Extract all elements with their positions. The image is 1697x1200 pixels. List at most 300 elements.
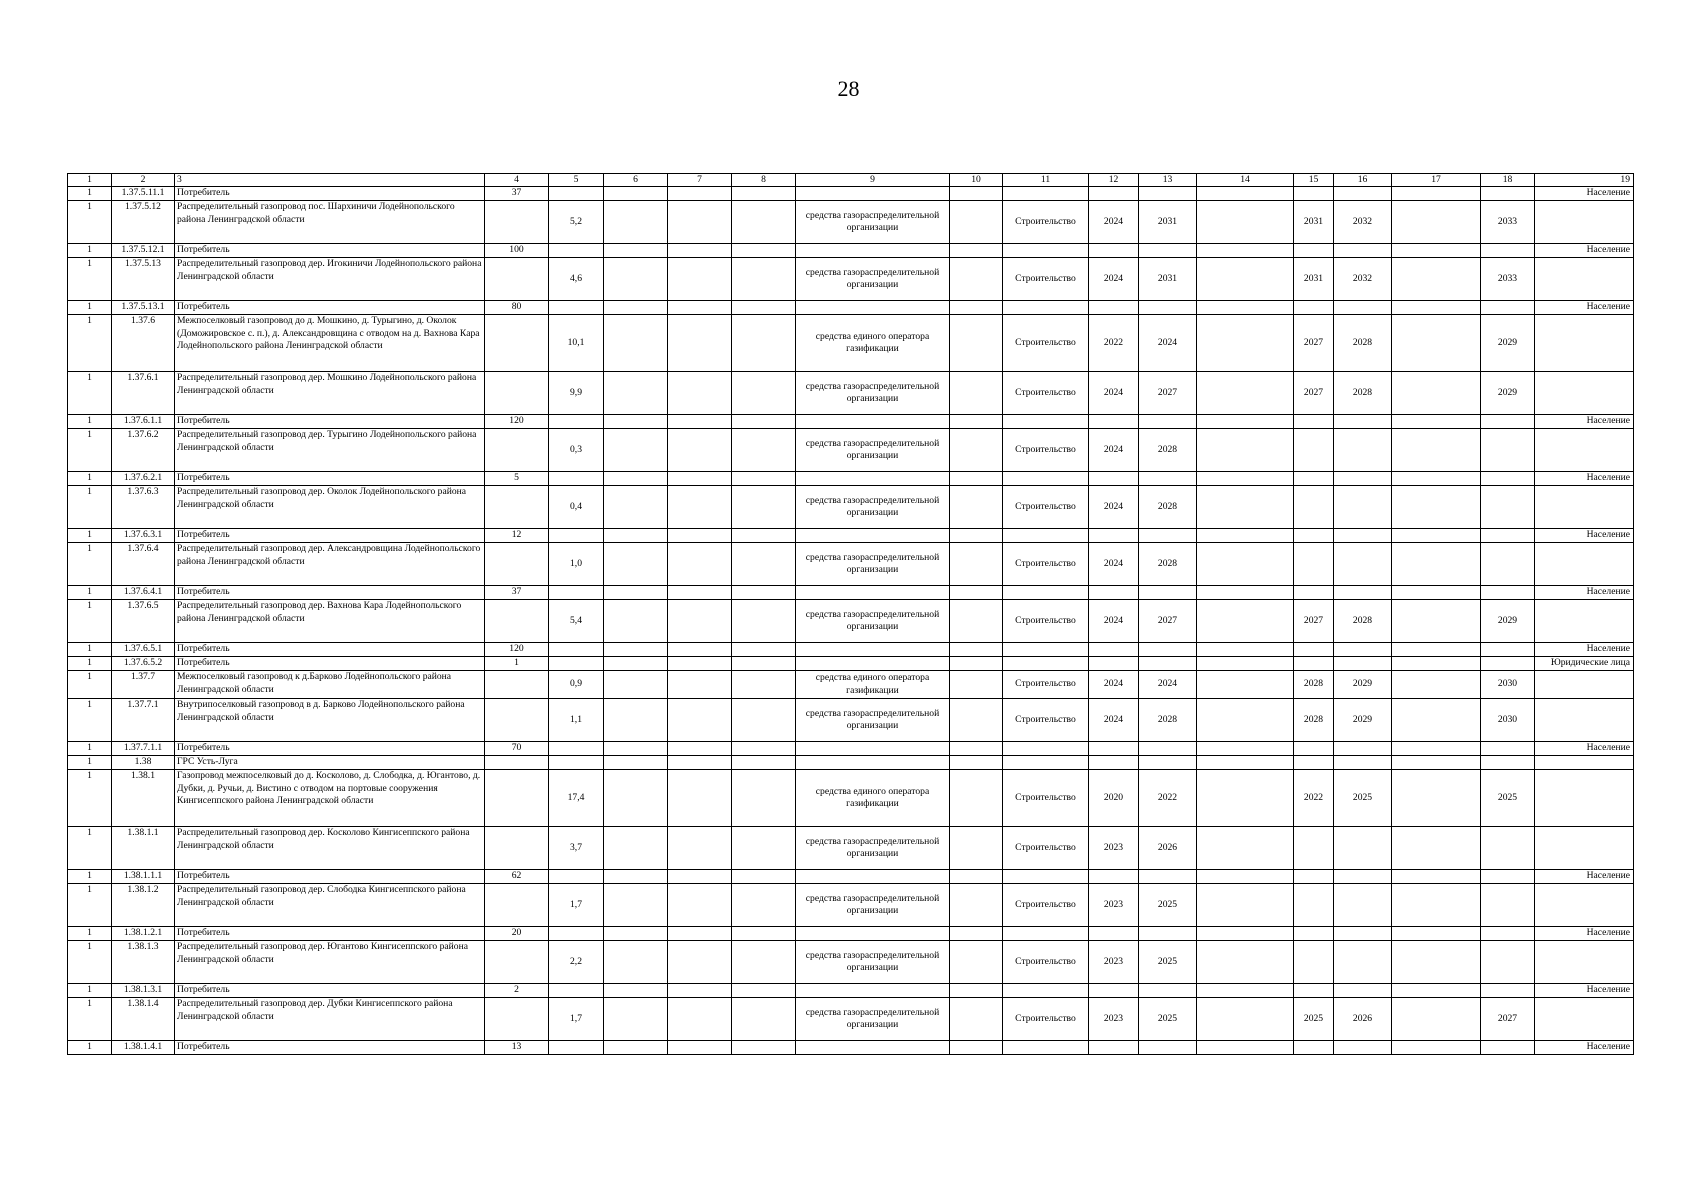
- table-cell: [1197, 258, 1294, 301]
- table-cell: [1197, 984, 1294, 998]
- table-cell: [1139, 187, 1197, 201]
- table-cell: [1535, 671, 1634, 699]
- table-cell: 2023: [1089, 884, 1139, 927]
- header-cell: 13: [1139, 174, 1197, 187]
- table-cell: [1197, 657, 1294, 671]
- table-cell: [668, 415, 732, 429]
- table-cell: Распределительный газопровод дер. Косколово Кингисеппского района Ленинградской области: [175, 827, 485, 870]
- table-cell: [549, 927, 604, 941]
- table-cell: 2025: [1334, 770, 1392, 827]
- table-cell: 0,9: [549, 671, 604, 699]
- header-cell: 15: [1294, 174, 1334, 187]
- table-cell: [1392, 244, 1481, 258]
- table-cell: [950, 472, 1003, 486]
- table-cell: Население: [1535, 529, 1634, 543]
- table-cell: [668, 372, 732, 415]
- table-cell: 1: [68, 884, 112, 927]
- table-cell: [1294, 301, 1334, 315]
- table-cell: [485, 827, 549, 870]
- table-cell: [604, 884, 668, 927]
- table-cell: 2029: [1481, 600, 1535, 643]
- table-cell: [668, 657, 732, 671]
- table-cell: [950, 927, 1003, 941]
- table-cell: [1481, 657, 1535, 671]
- table-cell: [1392, 998, 1481, 1041]
- table-cell: 2028: [1139, 699, 1197, 742]
- table-cell: 120: [485, 415, 549, 429]
- table-cell: [485, 884, 549, 927]
- table-cell: [1294, 984, 1334, 998]
- table-cell: [1294, 657, 1334, 671]
- table-cell: Строительство: [1003, 884, 1089, 927]
- table-cell: [668, 998, 732, 1041]
- table-cell: [604, 941, 668, 984]
- table-cell: средства газораспределительной организации: [796, 941, 950, 984]
- table-cell: 2031: [1139, 258, 1197, 301]
- table-cell: [485, 201, 549, 244]
- header-cell: 1: [68, 174, 112, 187]
- table-cell: 2028: [1294, 671, 1334, 699]
- table-cell: [668, 315, 732, 372]
- table-cell: [1294, 529, 1334, 543]
- table-cell: [950, 699, 1003, 742]
- table-cell: [796, 657, 950, 671]
- table-cell: [1481, 927, 1535, 941]
- table-cell: [1392, 742, 1481, 756]
- table-cell: 2024: [1089, 201, 1139, 244]
- table-cell: [1481, 472, 1535, 486]
- table-cell: 1: [68, 984, 112, 998]
- table-cell: 2029: [1334, 671, 1392, 699]
- table-cell: 2024: [1139, 671, 1197, 699]
- table-cell: [796, 643, 950, 657]
- table-cell: [1089, 657, 1139, 671]
- header-cell: 5: [549, 174, 604, 187]
- table-cell: Строительство: [1003, 372, 1089, 415]
- table-cell: [549, 984, 604, 998]
- table-cell: [549, 301, 604, 315]
- table-cell: [604, 699, 668, 742]
- table-cell: [1139, 984, 1197, 998]
- table-cell: [1294, 1041, 1334, 1055]
- table-cell: [1392, 415, 1481, 429]
- header-cell: 7: [668, 174, 732, 187]
- table-cell: [1334, 187, 1392, 201]
- table-cell: [1481, 827, 1535, 870]
- table-cell: [732, 1041, 796, 1055]
- table-cell: [1197, 884, 1294, 927]
- table-cell: Население: [1535, 870, 1634, 884]
- table-cell: [1334, 415, 1392, 429]
- table-cell: 1: [68, 372, 112, 415]
- table-cell: [796, 301, 950, 315]
- table-cell: [950, 657, 1003, 671]
- table-cell: [1089, 244, 1139, 258]
- table-cell: [950, 671, 1003, 699]
- table-cell: Потребитель: [175, 870, 485, 884]
- table-cell: 2022: [1089, 315, 1139, 372]
- table-cell: [1392, 543, 1481, 586]
- table-cell: 2028: [1139, 543, 1197, 586]
- table-cell: [1392, 1041, 1481, 1055]
- table-cell: Строительство: [1003, 429, 1089, 472]
- table-cell: [732, 643, 796, 657]
- table-cell: 1.37.6.2: [112, 429, 175, 472]
- table-cell: [1089, 643, 1139, 657]
- table-cell: 1: [68, 657, 112, 671]
- table-cell: 1.37.6: [112, 315, 175, 372]
- table-cell: [1294, 884, 1334, 927]
- table-cell: 2023: [1089, 941, 1139, 984]
- table-cell: [1334, 586, 1392, 600]
- table-cell: [604, 657, 668, 671]
- table-cell: [668, 201, 732, 244]
- table-cell: [950, 586, 1003, 600]
- table-cell: 2024: [1089, 671, 1139, 699]
- table-cell: Строительство: [1003, 671, 1089, 699]
- table-cell: [1481, 742, 1535, 756]
- table-row: [68, 1041, 1634, 1055]
- table-cell: [950, 941, 1003, 984]
- table-cell: [1392, 201, 1481, 244]
- table-cell: Юридические лица: [1535, 657, 1634, 671]
- table-cell: Строительство: [1003, 258, 1089, 301]
- table-cell: [1392, 870, 1481, 884]
- table-cell: 1.37.7: [112, 671, 175, 699]
- table-cell: [1003, 244, 1089, 258]
- table-cell: [1392, 372, 1481, 415]
- table-cell: [950, 870, 1003, 884]
- table-cell: [549, 657, 604, 671]
- table-row: [68, 657, 1634, 671]
- table-cell: [796, 586, 950, 600]
- table-cell: 2032: [1334, 201, 1392, 244]
- table-cell: [604, 415, 668, 429]
- table-cell: [668, 244, 732, 258]
- table-cell: [1089, 984, 1139, 998]
- table-cell: [1089, 472, 1139, 486]
- table-cell: 2029: [1481, 372, 1535, 415]
- table-cell: [732, 671, 796, 699]
- table-cell: 2027: [1294, 372, 1334, 415]
- table-cell: 1.37.5.12: [112, 201, 175, 244]
- data-table: [67, 173, 1634, 1055]
- table-cell: средства газораспределительной организации: [796, 486, 950, 529]
- table-row: [68, 429, 1634, 472]
- table-cell: 12: [485, 529, 549, 543]
- table-cell: [1003, 1041, 1089, 1055]
- table-cell: 2028: [1139, 486, 1197, 529]
- table-cell: [1197, 244, 1294, 258]
- table-cell: [950, 770, 1003, 827]
- table-cell: [604, 486, 668, 529]
- table-row: [68, 529, 1634, 543]
- table-cell: [1003, 643, 1089, 657]
- table-cell: 100: [485, 244, 549, 258]
- table-cell: [796, 529, 950, 543]
- table-cell: [485, 429, 549, 472]
- table-cell: [732, 756, 796, 770]
- table-cell: средства газораспределительной организации: [796, 258, 950, 301]
- table-cell: Потребитель: [175, 1041, 485, 1055]
- table-cell: [796, 927, 950, 941]
- table-cell: 10,1: [549, 315, 604, 372]
- table-cell: Строительство: [1003, 699, 1089, 742]
- table-cell: [604, 543, 668, 586]
- table-cell: 2030: [1481, 671, 1535, 699]
- table-cell: 2031: [1139, 201, 1197, 244]
- table-cell: 2029: [1481, 315, 1535, 372]
- table-cell: [1392, 657, 1481, 671]
- table-cell: [950, 315, 1003, 372]
- table-cell: [668, 870, 732, 884]
- table-cell: Распределительный газопровод пос. Шархиничи Лодейнопольского района Ленинградской области: [175, 201, 485, 244]
- table-cell: [1392, 529, 1481, 543]
- table-cell: [1392, 884, 1481, 927]
- table-cell: [1481, 941, 1535, 984]
- header-cell: 8: [732, 174, 796, 187]
- table-cell: Распределительный газопровод дер. Александровщина Лодейнопольского района Ленинградской области: [175, 543, 485, 586]
- table-cell: средства единого оператора газификации: [796, 671, 950, 699]
- table-row: [68, 187, 1634, 201]
- table-cell: [1197, 315, 1294, 372]
- table-cell: [796, 187, 950, 201]
- table-cell: [1197, 201, 1294, 244]
- table-cell: [668, 984, 732, 998]
- table-cell: [732, 770, 796, 827]
- table-row: [68, 472, 1634, 486]
- table-cell: 2027: [1139, 600, 1197, 643]
- table-cell: 2024: [1089, 486, 1139, 529]
- table-cell: Население: [1535, 742, 1634, 756]
- table-cell: 17,4: [549, 770, 604, 827]
- table-cell: [604, 756, 668, 770]
- table-cell: Строительство: [1003, 201, 1089, 244]
- table-cell: [1294, 927, 1334, 941]
- table-row: [68, 372, 1634, 415]
- table-cell: 1: [68, 429, 112, 472]
- table-cell: [1392, 315, 1481, 372]
- table-cell: 1.38.1.1.1: [112, 870, 175, 884]
- table-cell: [1089, 756, 1139, 770]
- table-cell: [732, 429, 796, 472]
- table-cell: 1: [68, 315, 112, 372]
- table-cell: 5,2: [549, 201, 604, 244]
- table-cell: [604, 586, 668, 600]
- table-row: [68, 643, 1634, 657]
- table-cell: [668, 927, 732, 941]
- header-cell: 14: [1197, 174, 1294, 187]
- table-cell: [732, 884, 796, 927]
- table-cell: [1197, 372, 1294, 415]
- header-cell: 17: [1392, 174, 1481, 187]
- table-cell: [1535, 884, 1634, 927]
- table-cell: средства газораспределительной организации: [796, 429, 950, 472]
- table-cell: [668, 258, 732, 301]
- table-cell: Население: [1535, 187, 1634, 201]
- table-cell: [1535, 429, 1634, 472]
- table-cell: [1294, 429, 1334, 472]
- table-cell: [485, 600, 549, 643]
- table-cell: 9,9: [549, 372, 604, 415]
- table-cell: 1: [68, 201, 112, 244]
- table-cell: [604, 600, 668, 643]
- table-cell: 2025: [1139, 998, 1197, 1041]
- table-cell: 1: [68, 1041, 112, 1055]
- table-cell: [1294, 244, 1334, 258]
- table-cell: [1481, 486, 1535, 529]
- table-cell: 2024: [1089, 600, 1139, 643]
- table-cell: Межпоселковый газопровод до д. Мошкино, д. Турыгино, д. Околок (Доможировское с. п.), д. Александровщина с отводом на д. Вахнова Кара Лодейнопольского района Ленинградской области: [175, 315, 485, 372]
- table-cell: [1197, 543, 1294, 586]
- table-cell: [1003, 301, 1089, 315]
- table-cell: [604, 770, 668, 827]
- table-cell: [1089, 529, 1139, 543]
- table-cell: 1.38.1.4.1: [112, 1041, 175, 1055]
- table-cell: 5,4: [549, 600, 604, 643]
- table-cell: [950, 884, 1003, 927]
- table-row: [68, 742, 1634, 756]
- table-cell: [950, 258, 1003, 301]
- table-cell: 1: [68, 600, 112, 643]
- table-cell: [732, 187, 796, 201]
- table-cell: 1.38.1.4: [112, 998, 175, 1041]
- table-cell: [1334, 756, 1392, 770]
- table-cell: [1197, 941, 1294, 984]
- table-cell: [668, 1041, 732, 1055]
- table-cell: [1481, 1041, 1535, 1055]
- table-cell: [1535, 201, 1634, 244]
- table-cell: [1392, 472, 1481, 486]
- table-cell: [1294, 742, 1334, 756]
- table-cell: [604, 827, 668, 870]
- table-cell: [796, 984, 950, 998]
- table-cell: [1481, 543, 1535, 586]
- table-cell: [485, 756, 549, 770]
- table-cell: [732, 372, 796, 415]
- table-cell: [668, 770, 732, 827]
- table-cell: [1334, 301, 1392, 315]
- table-cell: [485, 486, 549, 529]
- table-cell: [1089, 586, 1139, 600]
- table-cell: [1139, 529, 1197, 543]
- table-cell: [1197, 429, 1294, 472]
- table-cell: [1535, 827, 1634, 870]
- table-cell: [668, 472, 732, 486]
- table-cell: средства единого оператора газификации: [796, 770, 950, 827]
- table-cell: [1197, 586, 1294, 600]
- table-cell: 1.37.6.2.1: [112, 472, 175, 486]
- table-cell: Строительство: [1003, 600, 1089, 643]
- table-cell: 2033: [1481, 201, 1535, 244]
- table-cell: [604, 870, 668, 884]
- table-cell: [732, 315, 796, 372]
- table-cell: [1392, 756, 1481, 770]
- table-cell: 1: [68, 301, 112, 315]
- table-cell: [1197, 870, 1294, 884]
- table-cell: 1.38.1.2: [112, 884, 175, 927]
- header-cell: 12: [1089, 174, 1139, 187]
- table-cell: [1197, 472, 1294, 486]
- table-cell: Строительство: [1003, 486, 1089, 529]
- table-cell: 1: [68, 472, 112, 486]
- table-cell: 1: [68, 827, 112, 870]
- table-cell: Строительство: [1003, 543, 1089, 586]
- table-cell: [732, 472, 796, 486]
- table-cell: Строительство: [1003, 827, 1089, 870]
- table-cell: [1294, 472, 1334, 486]
- table-cell: [1481, 870, 1535, 884]
- table-cell: 2030: [1481, 699, 1535, 742]
- table-cell: [950, 827, 1003, 870]
- table-cell: [1392, 486, 1481, 529]
- table-cell: [1197, 415, 1294, 429]
- table-cell: 2025: [1294, 998, 1334, 1041]
- table-cell: 2025: [1481, 770, 1535, 827]
- table-cell: 1: [68, 699, 112, 742]
- table-cell: 37: [485, 187, 549, 201]
- table-cell: [1334, 984, 1392, 998]
- table-cell: [950, 984, 1003, 998]
- table-cell: [1197, 770, 1294, 827]
- table-row: [68, 941, 1634, 984]
- table-cell: 2028: [1294, 699, 1334, 742]
- table-cell: [1197, 742, 1294, 756]
- table-cell: [950, 415, 1003, 429]
- table-cell: 1: [68, 941, 112, 984]
- table-cell: [1392, 927, 1481, 941]
- table-cell: [668, 543, 732, 586]
- table-cell: [549, 870, 604, 884]
- table-cell: [1003, 187, 1089, 201]
- table-cell: [732, 742, 796, 756]
- table-cell: 2027: [1139, 372, 1197, 415]
- table-cell: [1139, 244, 1197, 258]
- table-cell: [1535, 756, 1634, 770]
- header-cell: 18: [1481, 174, 1535, 187]
- table-row: [68, 998, 1634, 1041]
- table-cell: 3,7: [549, 827, 604, 870]
- table-cell: [1392, 258, 1481, 301]
- table-cell: [1139, 643, 1197, 657]
- table-cell: [950, 372, 1003, 415]
- table-cell: средства газораспределительной организации: [796, 600, 950, 643]
- table-cell: 37: [485, 586, 549, 600]
- table-cell: [1197, 998, 1294, 1041]
- table-cell: 80: [485, 301, 549, 315]
- header-cell: 9: [796, 174, 950, 187]
- table-cell: Потребитель: [175, 742, 485, 756]
- table-cell: 1.37.6.5.2: [112, 657, 175, 671]
- table-cell: Распределительный газопровод дер. Вахнова Кара Лодейнопольского района Ленинградской области: [175, 600, 485, 643]
- table-cell: Население: [1535, 244, 1634, 258]
- table-cell: Население: [1535, 1041, 1634, 1055]
- table-cell: Население: [1535, 415, 1634, 429]
- table-cell: [549, 756, 604, 770]
- table-cell: 1: [68, 415, 112, 429]
- table-cell: 1.37.7.1.1: [112, 742, 175, 756]
- table-cell: 1,1: [549, 699, 604, 742]
- table-cell: 1: [68, 756, 112, 770]
- table-cell: 1.37.5.13: [112, 258, 175, 301]
- table-cell: Потребитель: [175, 643, 485, 657]
- table-cell: [1481, 756, 1535, 770]
- table-cell: [1334, 486, 1392, 529]
- table-cell: [485, 941, 549, 984]
- table-cell: [1294, 870, 1334, 884]
- table-cell: средства газораспределительной организации: [796, 827, 950, 870]
- table-cell: [668, 941, 732, 984]
